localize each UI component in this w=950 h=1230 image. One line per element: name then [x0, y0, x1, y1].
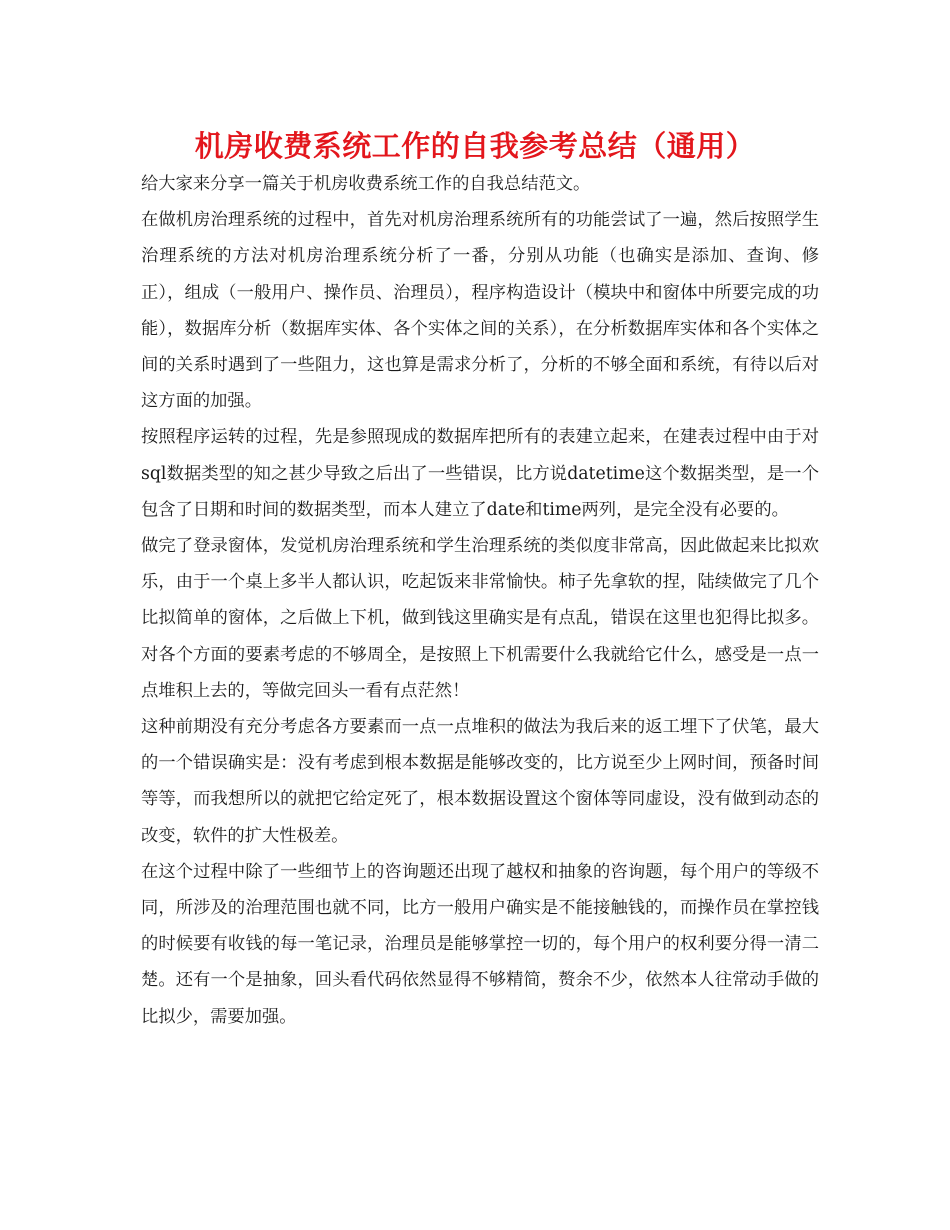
paragraph-permissions-abstraction: 在这个过程中除了一些细节上的咨询题还出现了越权和抽象的咨询题，每个用户的等级不同，所涉及的治理范围也就不同，比方一般用户确实是不能接触钱的，而操作员在掌控钱的时候要有收钱的每一笔记录，治理员是能够掌控一切的，每个用户的权利要分得一清二楚。还有一个是抽象，回头看代码依然显得不够精简，赘余不少，依然本人往常动手做的比拟少，需要加强。: [141, 861, 819, 1027]
document-body: [141, 166, 819, 1035]
paragraph-form-development: 做完了登录窗体，发觉机房治理系统和学生治理系统的类似度非常高，因此做起来比拟欢乐，由于一个桌上多半人都认识，吃起饭来非常愉快。柿子先拿软的捏，陆续做完了几个比拟简单的窗体，之后做上下机，做到钱这里确实是有点乱，错误在这里也犯得比拟多。对各个方面的要素考虑的不够周全，是按照上下机需要什么我就给它什么，感受是一点一点堆积上去的，等做完回头一看有点茫然！: [141, 536, 819, 701]
paragraph-requirements-analysis: 在做机房治理系统的过程中，首先对机房治理系统所有的功能尝试了一遍，然后按照学生治理系统的方法对机房治理系统分析了一番，分别从功能（也确实是添加、查询、修正），组成（一般用户、操作员、治理员），程序构造设计（模块中和窗体中所要完成的功能），数据库分析（数据库实体、各个实体之间的关系），在分析数据库实体和各个实体之间的关系时遇到了一些阻力，这也算是需求分析了，分析的不够全面和系统，有待以后对这方面的加强。: [141, 210, 819, 412]
paragraph-rework-lessons: 这种前期没有充分考虑各方要素而一点一点堆积的做法为我后来的返工埋下了伏笔，最大的一个错误确实是：没有考虑到根本数据是能够改变的，比方说至少上网时间，预备时间等等，而我想所以的就把它给定死了，根本数据设置这个窗体等同虚设，没有做到动态的改变，软件的扩大性极差。: [141, 717, 819, 846]
paragraph-intro: 给大家来分享一篇关于机房收费系统工作的自我总结范文。: [141, 174, 591, 194]
document-title: 机房收费系统工作的自我参考总结（通用）: [194, 129, 756, 163]
paragraph-database-design: 按照程序运转的过程，先是参照现成的数据库把所有的表建立起来，在建表过程中由于对sql数据类型的知之甚少导致之后出了一些错误，比方说datetime这个数据类型，是一个包含了日期和时间的数据类型，而本人建立了date和time两列，是完全没有必要的。: [141, 427, 819, 520]
